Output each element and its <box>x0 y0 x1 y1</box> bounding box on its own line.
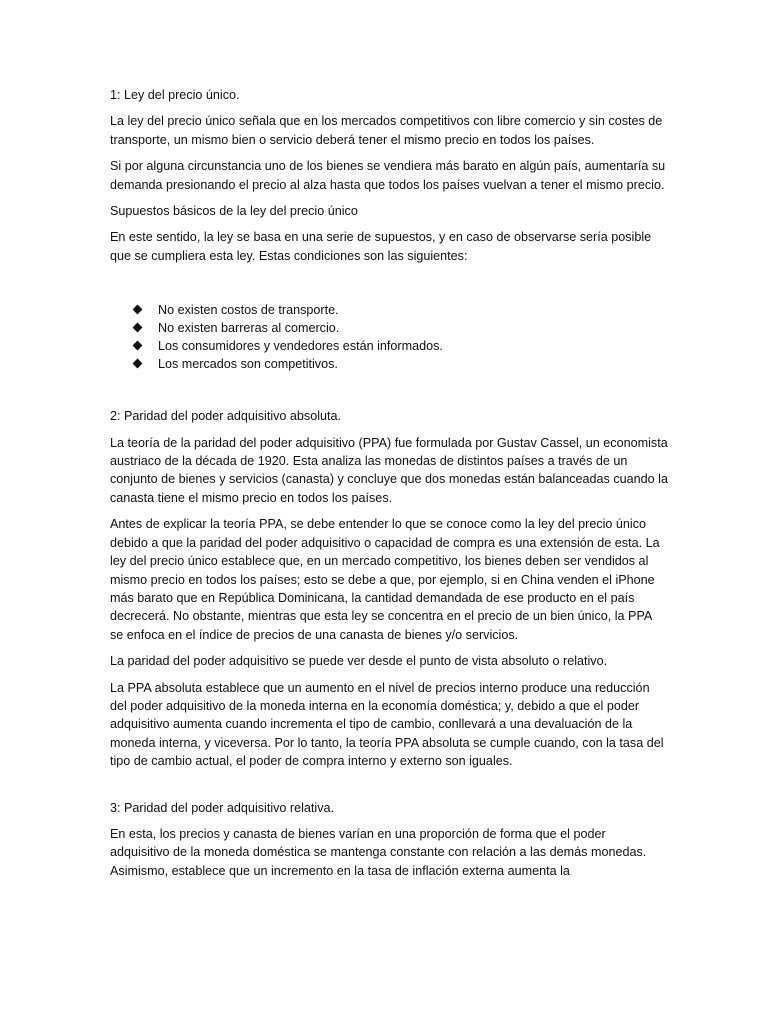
section-1-heading: 1: Ley del precio único. <box>110 88 240 102</box>
list-item-text: Los mercados son competitivos. <box>158 357 338 372</box>
diamond-bullet-icon <box>133 305 143 315</box>
section-2-paragraph-1: La teoría de la paridad del poder adquisitivo (PPA) fue formulada por Gustav Cassel, un economista austriaco de la década de 1920. Esta analiza las monedas de distintos países a través de un conjunto de bienes y servicios (canasta) y concluye que dos monedas están balanceadas cuando la canasta tiene el mismo precio en todos los países. <box>110 435 668 505</box>
list-item-text: No existen costos de transporte. <box>158 303 339 318</box>
section-1-paragraph-2: Si por alguna circunstancia uno de los bienes se vendiera más barato en algún país, aumentaría su demanda presionando el precio al alza hasta que todos los países vuelvan a tener el mismo precio. <box>110 159 666 192</box>
section-3-paragraph-1: En esta, los precios y canasta de bienes varían en una proporción de forma que el poder adquisitivo de la moneda doméstica se mantenga constante con relación a las demás monedas. Asimismo, establece que un incremento en la tasa de inflación externa aumenta la <box>110 826 647 878</box>
diamond-bullet-icon <box>133 341 143 351</box>
diamond-bullet-icon <box>133 359 143 369</box>
list-item <box>134 301 668 319</box>
section-1-subheading: Supuestos básicos de la ley del precio único <box>110 204 358 219</box>
list-item <box>134 319 668 337</box>
list-item-text: No existen barreras al comercio. <box>158 321 340 336</box>
section-3-heading: 3: Paridad del poder adquisitivo relativa. <box>110 800 335 815</box>
list-item <box>134 337 668 355</box>
section-2-heading: 2: Paridad del poder adquisitivo absoluta. <box>110 409 342 424</box>
section-2-paragraph-3: La paridad del poder adquisitivo se puede ver desde el punto de vista absoluto o relativo. <box>110 654 608 669</box>
list-item-text: Los consumidores y vendedores están informados. <box>158 339 443 354</box>
section-2-paragraph-2: Antes de explicar la teoría PPA, se debe entender lo que se conoce como la ley del precio único debido a que la paridad del poder adquisitivo o capacidad de compra es una extensión de esta. La ley del precio único establece que, en un mercado competitivo, los bienes deben ser vendidos al mismo precio en todos los países; esto se debe a que, por ejemplo, si en China venden el iPhone más barato que en República Dominicana, la cantidad demandada de ese producto en el país decrecerá. No obstante, mientras que esta ley se concentra en el precio de un bien único, la PPA se enfoca en el índice de precios de una canasta de bienes y/o servicios. <box>110 517 660 642</box>
assumptions-list <box>110 301 668 373</box>
section-2-paragraph-4: La PPA absoluta establece que un aumento en el nivel de precios interno produce una reducción del poder adquisitivo de la moneda interna en la economía doméstica; y, debido a que el poder adquisitivo aumenta cuando incrementa el tipo de cambio, conllevará a una devaluación de la moneda interna, y viceversa. Por lo tanto, la teoría PPA absoluta se cumple cuando, con la tasa del tipo de cambio actual, el poder de compra interno y externo son iguales. <box>110 680 664 769</box>
section-1-paragraph-1: La ley del precio único señala que en los mercados competitivos con libre comercio y sin costes de transporte, un mismo bien o servicio deberá tener el mismo precio en todos los países. <box>110 114 663 147</box>
section-1-paragraph-3: En este sentido, la ley se basa en una serie de supuestos, y en caso de observarse sería posible que se cumpliera esta ley. Estas condiciones son las siguientes: <box>110 230 652 263</box>
list-item <box>134 355 668 373</box>
diamond-bullet-icon <box>133 323 143 333</box>
